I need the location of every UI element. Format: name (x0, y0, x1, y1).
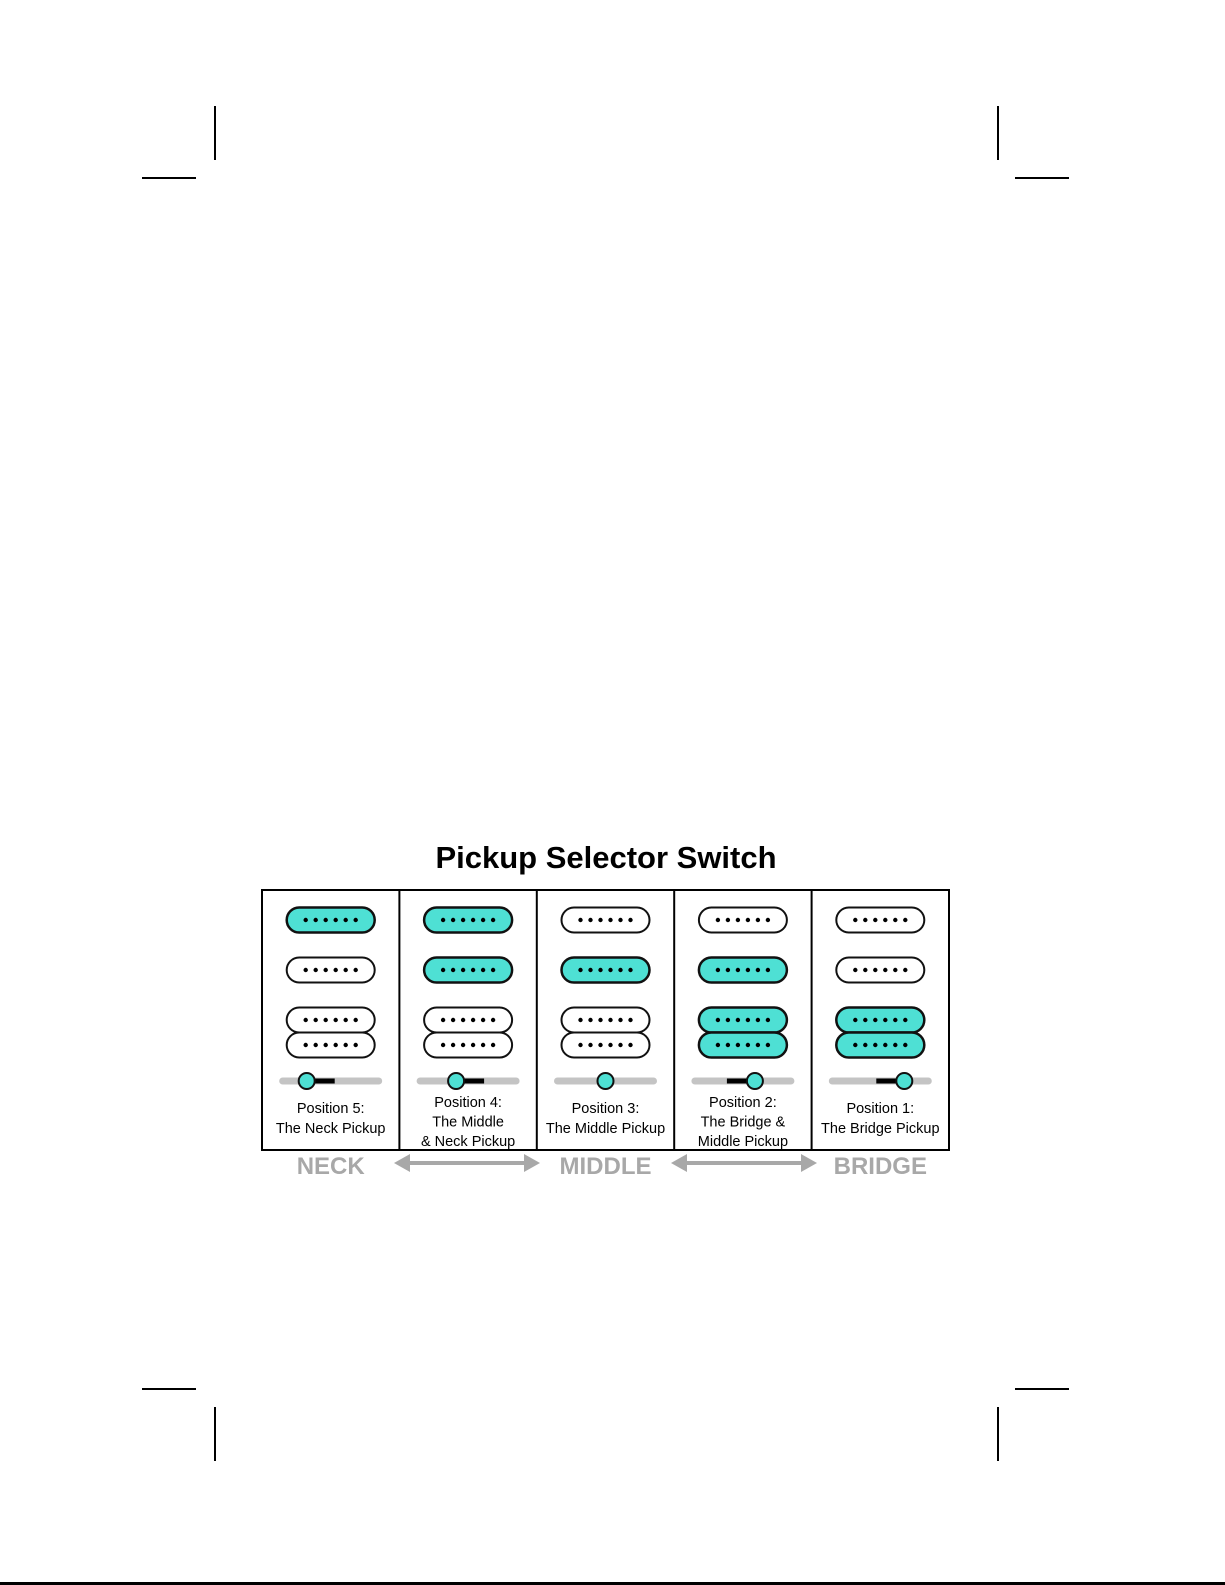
single-coil-pickup (424, 958, 512, 983)
pole-piece (746, 1018, 750, 1022)
pole-piece (304, 1043, 308, 1047)
arrow-head-right (524, 1154, 540, 1172)
diagram-title: Pickup Selector Switch (435, 840, 777, 875)
pole-piece (451, 918, 455, 922)
pole-piece (354, 918, 358, 922)
pole-piece (344, 968, 348, 972)
pole-piece (471, 968, 475, 972)
pole-piece (334, 968, 338, 972)
pole-piece (756, 1018, 760, 1022)
pole-piece (578, 1043, 582, 1047)
single-coil-pickup (562, 908, 650, 933)
pole-piece (304, 1018, 308, 1022)
position-panel (276, 908, 386, 1138)
pole-piece (451, 968, 455, 972)
pole-piece (766, 918, 770, 922)
pole-piece (334, 918, 338, 922)
pole-piece (863, 968, 867, 972)
pole-piece (873, 968, 877, 972)
pole-piece (334, 1018, 338, 1022)
pole-piece (903, 1018, 907, 1022)
switch-knob (747, 1073, 763, 1089)
pole-piece (618, 1043, 622, 1047)
pole-piece (736, 918, 740, 922)
single-coil-pickup (836, 908, 924, 933)
arrow-head-left (394, 1154, 410, 1172)
pole-piece (354, 1043, 358, 1047)
pole-piece (491, 968, 495, 972)
pole-piece (441, 1018, 445, 1022)
pole-piece (726, 968, 730, 972)
position-label-line: Position 2: (709, 1095, 777, 1111)
pole-piece (716, 1043, 720, 1047)
position-label-line: The Bridge Pickup (821, 1121, 940, 1137)
humbucker-coil (699, 1008, 787, 1033)
pole-piece (853, 1018, 857, 1022)
pole-piece (481, 918, 485, 922)
pole-piece (441, 968, 445, 972)
pole-piece (598, 968, 602, 972)
pole-piece (354, 968, 358, 972)
position-panel (537, 890, 665, 1150)
pole-piece (578, 968, 582, 972)
pole-piece (628, 968, 632, 972)
pole-piece (726, 1018, 730, 1022)
pole-piece (736, 1018, 740, 1022)
pole-piece (354, 1018, 358, 1022)
pole-piece (481, 1043, 485, 1047)
pole-piece (441, 1043, 445, 1047)
direction-label: BRIDGE (833, 1153, 927, 1180)
pole-piece (324, 1043, 328, 1047)
switch-knob (299, 1073, 315, 1089)
pole-piece (726, 1043, 730, 1047)
pole-piece (588, 1043, 592, 1047)
pole-piece (766, 968, 770, 972)
position-label-line: Position 4: (434, 1095, 502, 1111)
direction-label: NECK (296, 1153, 365, 1180)
humbucker-coil (562, 1008, 650, 1033)
pole-piece (618, 918, 622, 922)
pole-piece (736, 968, 740, 972)
humbucker-coil (287, 1033, 375, 1058)
pole-piece (608, 968, 612, 972)
position-panel (674, 890, 791, 1150)
pole-piece (491, 1018, 495, 1022)
pole-piece (314, 918, 318, 922)
pole-piece (471, 918, 475, 922)
pole-piece (903, 1043, 907, 1047)
pole-piece (441, 918, 445, 922)
position-label-line: Position 1: (846, 1101, 915, 1117)
pole-piece (756, 918, 760, 922)
pole-piece (304, 918, 308, 922)
humbucker-coil (699, 1033, 787, 1058)
pole-piece (324, 968, 328, 972)
pole-piece (324, 1018, 328, 1022)
pole-piece (853, 968, 857, 972)
pole-piece (461, 1043, 465, 1047)
position-panel (399, 890, 516, 1150)
pole-piece (324, 918, 328, 922)
pole-piece (893, 1018, 897, 1022)
position-label-line: Position 5: (296, 1101, 365, 1117)
pole-piece (618, 968, 622, 972)
pole-piece (883, 1018, 887, 1022)
pole-piece (893, 1043, 897, 1047)
humbucker-coil (424, 1008, 512, 1033)
direction-label: MIDDLE (559, 1153, 652, 1180)
single-coil-pickup (287, 908, 375, 933)
pole-piece (334, 1043, 338, 1047)
pole-piece (756, 1043, 760, 1047)
pole-piece (863, 1018, 867, 1022)
pole-piece (481, 968, 485, 972)
position-panel (812, 890, 940, 1150)
single-coil-pickup (562, 958, 650, 983)
arrow-head-left (671, 1154, 687, 1172)
single-coil-pickup (699, 908, 787, 933)
pole-piece (736, 1043, 740, 1047)
switch-knob (598, 1073, 614, 1089)
pole-piece (588, 918, 592, 922)
pole-piece (314, 968, 318, 972)
pole-piece (853, 1043, 857, 1047)
pole-piece (618, 1018, 622, 1022)
position-label-line: The Bridge & (700, 1114, 786, 1131)
pole-piece (344, 918, 348, 922)
pole-piece (598, 918, 602, 922)
pole-piece (451, 1043, 455, 1047)
humbucker-coil (287, 1008, 375, 1033)
pole-piece (578, 1018, 582, 1022)
pole-piece (756, 968, 760, 972)
pole-piece (491, 918, 495, 922)
pole-piece (853, 918, 857, 922)
pole-piece (863, 1043, 867, 1047)
pole-piece (471, 1018, 475, 1022)
single-coil-pickup (287, 958, 375, 983)
position-label-line: The Middle (432, 1114, 504, 1131)
single-coil-pickup (836, 958, 924, 983)
pole-piece (481, 1018, 485, 1022)
pole-piece (344, 1043, 348, 1047)
switch-knob (896, 1073, 912, 1089)
humbucker-coil (562, 1033, 650, 1058)
pole-piece (608, 1018, 612, 1022)
pole-piece (598, 1018, 602, 1022)
pole-piece (598, 1043, 602, 1047)
position-label-line: & Neck Pickup (420, 1134, 516, 1150)
humbucker-coil (836, 1008, 924, 1033)
pole-piece (863, 918, 867, 922)
position-label-line: The Neck Pickup (275, 1121, 386, 1137)
double-arrow (394, 1154, 540, 1172)
pole-piece (588, 968, 592, 972)
pole-piece (766, 1043, 770, 1047)
pole-piece (716, 918, 720, 922)
single-coil-pickup (424, 908, 512, 933)
pole-piece (314, 1018, 318, 1022)
position-label-line: Middle Pickup (697, 1134, 789, 1150)
pole-piece (883, 1043, 887, 1047)
pole-piece (304, 968, 308, 972)
pole-piece (873, 1018, 877, 1022)
pole-piece (461, 1018, 465, 1022)
pole-piece (746, 1043, 750, 1047)
humbucker-coil (424, 1033, 512, 1058)
humbucker-coil (836, 1033, 924, 1058)
pole-piece (491, 1043, 495, 1047)
pole-piece (628, 1018, 632, 1022)
pole-piece (883, 918, 887, 922)
pole-piece (726, 918, 730, 922)
pole-piece (608, 918, 612, 922)
pole-piece (461, 968, 465, 972)
pole-piece (451, 1018, 455, 1022)
pole-piece (873, 1043, 877, 1047)
pole-piece (903, 918, 907, 922)
pole-piece (893, 968, 897, 972)
pole-piece (628, 1043, 632, 1047)
pole-piece (716, 968, 720, 972)
pole-piece (588, 1018, 592, 1022)
position-label-line: Position 3: (571, 1101, 640, 1117)
pole-piece (766, 1018, 770, 1022)
pole-piece (746, 968, 750, 972)
position-label-line: The Middle Pickup (545, 1121, 666, 1137)
pole-piece (471, 1043, 475, 1047)
switch-knob (448, 1073, 464, 1089)
single-coil-pickup (699, 958, 787, 983)
pole-piece (746, 918, 750, 922)
pole-piece (716, 1018, 720, 1022)
arrow-head-right (801, 1154, 817, 1172)
pole-piece (608, 1043, 612, 1047)
pole-piece (873, 918, 877, 922)
pole-piece (628, 918, 632, 922)
pole-piece (893, 918, 897, 922)
pole-piece (461, 918, 465, 922)
double-arrow (671, 1154, 817, 1172)
pole-piece (344, 1018, 348, 1022)
pole-piece (903, 968, 907, 972)
pole-piece (314, 1043, 318, 1047)
pole-piece (883, 968, 887, 972)
pole-piece (578, 918, 582, 922)
